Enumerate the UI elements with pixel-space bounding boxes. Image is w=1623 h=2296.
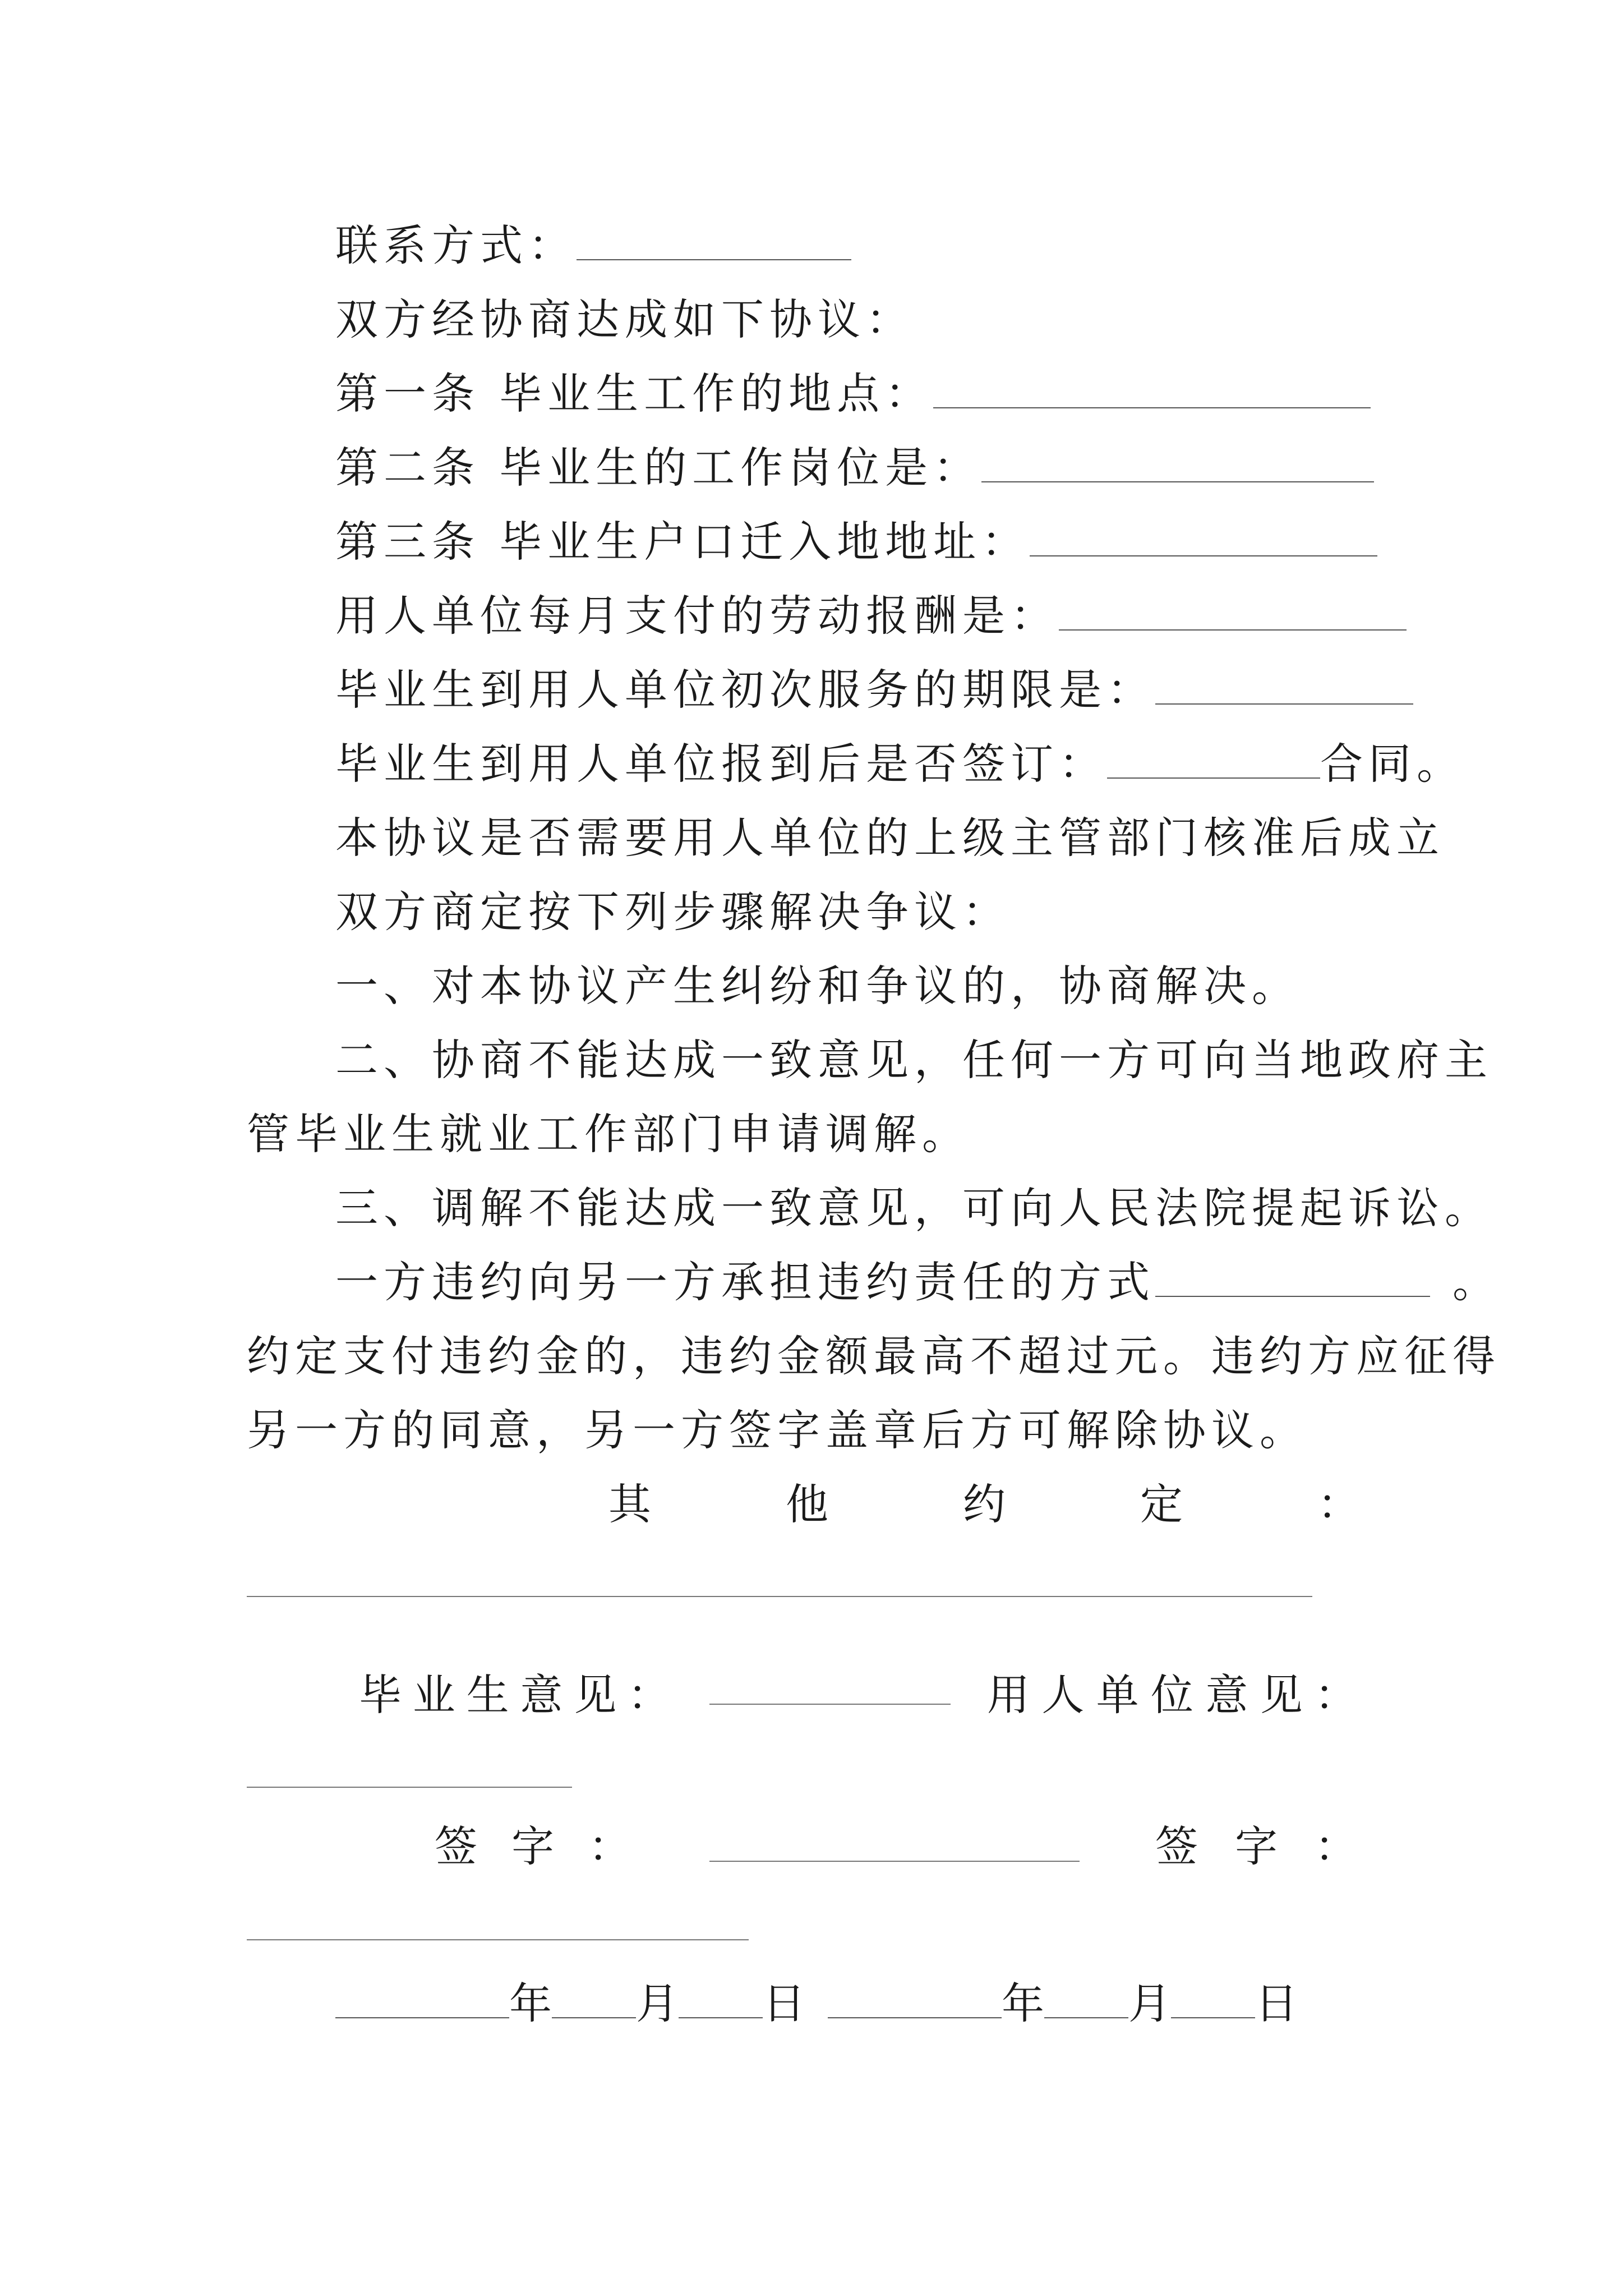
unit-month-blank [1044, 1984, 1128, 2018]
date-row [335, 1976, 1298, 2032]
other-agreements-line [247, 1596, 1312, 1597]
breach-line-2: 约定支付违约金的，违约金额最高不超过元。违约方应征得 [247, 1331, 1501, 1381]
unit-opinion-label [987, 1667, 1357, 1723]
article-1-label: 第一条 毕业生工作的地点： [335, 369, 934, 418]
unit-day-blank [1171, 1984, 1255, 2018]
sign-contract-label: 毕业生到用人单位报到后是否签订： [335, 739, 1107, 789]
grad-year-blank [335, 1984, 509, 2018]
dispute-step-2b: 管毕业生就业工作部门申请调解。 [247, 1109, 970, 1159]
agree-intro: 双方经协商达成如下协议： [335, 295, 914, 344]
other-char-5: ： [1317, 1479, 1360, 1529]
unit-char-2: 人 [1041, 1670, 1085, 1720]
unit-char-1: 用 [987, 1670, 1030, 1720]
salary-line [335, 588, 1407, 644]
article-1 [335, 366, 1371, 422]
other-char-4: 定 [1140, 1479, 1183, 1529]
sign-right-char-2: 字 [1235, 1821, 1278, 1871]
article-3-blank [1030, 522, 1377, 556]
term-label: 毕业生到用人单位初次服务的期限是： [335, 665, 1155, 715]
grad-char-6: ： [627, 1670, 670, 1720]
salary-blank [1059, 596, 1407, 631]
salary-label: 用人单位每月支付的劳动报酬是： [335, 591, 1059, 641]
article-3 [335, 514, 1377, 570]
grad-char-5: 见 [574, 1670, 617, 1720]
unit-char-6: 见 [1260, 1670, 1303, 1720]
sign-right-char-3: ： [1315, 1821, 1357, 1871]
graduate-opinion-blank [709, 1704, 951, 1705]
unit-char-4: 位 [1150, 1670, 1193, 1720]
unit-opinion-blank [247, 1787, 572, 1788]
unit-char-5: 意 [1205, 1670, 1248, 1720]
grad-day-blank [679, 1984, 763, 2018]
unit-year-blank [828, 1984, 1002, 2018]
contact-line [335, 218, 851, 274]
sign-contract-end: 合同。 [1320, 739, 1465, 789]
unit-year-label: 年 [1002, 1978, 1044, 2028]
other-agreements-heading [608, 1476, 1360, 1533]
contact-label: 联系方式： [335, 220, 577, 270]
article-2-blank [981, 448, 1374, 482]
unit-month-label: 月 [1128, 1978, 1171, 2028]
unit-signature-blank [247, 1939, 749, 1940]
graduate-opinion-label [359, 1667, 670, 1723]
other-char-3: 约 [963, 1479, 1006, 1529]
other-char-2: 他 [786, 1479, 828, 1529]
term-line [335, 662, 1413, 718]
article-2 [335, 440, 1374, 496]
breach-line-1 [335, 1254, 1501, 1310]
approval-line: 本协议是否需要用人单位的上级主管部门核准后成立 [335, 813, 1445, 863]
article-3-label: 第三条 毕业生户口迁入地地址： [335, 517, 1030, 567]
dispute-step-1: 一、对本协议产生纠纷和争议的，协商解决。 [335, 961, 1300, 1011]
graduate-signature-label [435, 1819, 631, 1875]
article-2-label: 第二条 毕业生的工作岗位是： [335, 443, 982, 493]
unit-signature-label [1155, 1819, 1357, 1875]
unit-char-7: ： [1314, 1670, 1357, 1720]
contact-blank [577, 226, 851, 260]
term-blank [1155, 670, 1413, 705]
grad-char-3: 生 [466, 1670, 509, 1720]
grad-month-blank [552, 1984, 636, 2018]
grad-char-2: 业 [412, 1670, 455, 1720]
grad-day-label: 日 [763, 1978, 805, 2028]
grad-month-label: 月 [636, 1978, 679, 2028]
breach-line-3: 另一方的同意，另一方签字盖章后方可解除协议。 [247, 1405, 1308, 1455]
sign-contract-line [335, 736, 1465, 792]
article-1-blank [933, 374, 1371, 408]
sign-left-char-1: 签 [435, 1821, 477, 1871]
other-char-1: 其 [608, 1479, 651, 1529]
sign-left-char-2: 字 [511, 1821, 554, 1871]
breach-end: 。 [1453, 1257, 1501, 1307]
grad-char-1: 毕 [359, 1670, 402, 1720]
sign-left-char-3: ： [588, 1821, 631, 1871]
dispute-step-3: 三、调解不能达成一致意见，可向人民法院提起诉讼。 [335, 1183, 1493, 1233]
sign-contract-blank [1107, 744, 1320, 779]
graduate-signature-blank [709, 1861, 1080, 1862]
grad-year-label: 年 [509, 1978, 552, 2028]
unit-char-3: 单 [1096, 1670, 1139, 1720]
breach-label: 一方违约向另一方承担违约责任的方式 [335, 1257, 1155, 1307]
dispute-intro: 双方商定按下列步骤解决争议： [335, 887, 1011, 937]
grad-char-4: 意 [520, 1670, 563, 1720]
breach-blank [1155, 1262, 1430, 1297]
sign-right-char-1: 签 [1155, 1821, 1198, 1871]
dispute-step-2a: 二、协商不能达成一致意见，任何一方可向当地政府主 [335, 1035, 1493, 1085]
unit-day-label: 日 [1255, 1978, 1298, 2028]
